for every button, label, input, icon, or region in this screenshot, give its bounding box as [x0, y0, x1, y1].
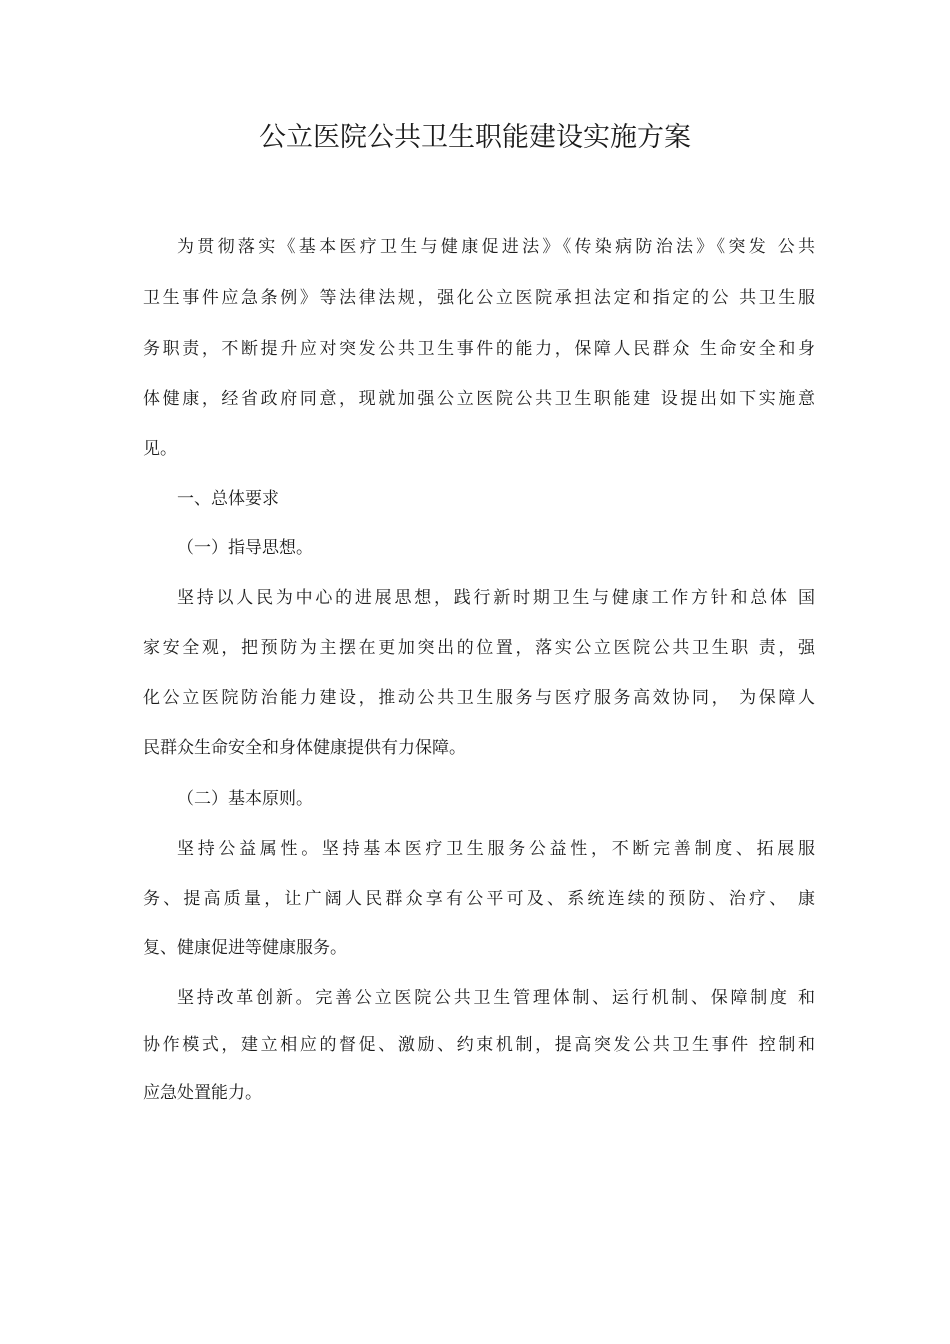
guiding-ideology-line-1: 坚持以人民为中心的进展思想，践行新时期卫生与健康工作方针和总体 国 [177, 588, 815, 608]
guiding-ideology-line-2: 家安全观，把预防为主摆在更加突出的位置，落实公立医院公共卫生职 责，强 [143, 638, 815, 658]
intro-line-3: 务职责，不断提升应对突发公共卫生事件的能力，保障人民群众 生命安全和身 [143, 339, 815, 359]
principle-reform-line-3: 应急处置能力。 [143, 1083, 262, 1103]
subsection-heading-guiding-ideology: （一）指导思想。 [177, 538, 313, 558]
intro-line-4: 体健康，经省政府同意，现就加强公立医院公共卫生职能建 设提出如下实施意 [143, 389, 815, 409]
guiding-ideology-line-3: 化公立医院防治能力建设，推动公共卫生服务与医疗服务高效协同， 为保障人 [143, 688, 815, 708]
guiding-ideology-line-4: 民群众生命安全和身体健康提供有力保障。 [143, 738, 466, 758]
principle-reform-line-1: 坚持改革创新。完善公立医院公共卫生管理体制、运行机制、保障制度 和 [177, 988, 815, 1008]
principle-public-welfare-line-2: 务、提高质量，让广阔人民群众享有公平可及、系统连续的预防、治疗、 康 [143, 889, 815, 909]
intro-line-5: 见。 [143, 439, 177, 459]
intro-line-1: 为贯彻落实《基本医疗卫生与健康促进法》《传染病防治法》《突发 公共 [177, 237, 815, 257]
section-heading-general-requirements: 一、总体要求 [177, 489, 279, 509]
intro-line-2: 卫生事件应急条例》等法律法规，强化公立医院承担法定和指定的公 共卫生服 [143, 288, 815, 308]
subsection-heading-basic-principles: （二）基本原则。 [177, 789, 313, 809]
principle-public-welfare-line-1: 坚持公益属性。坚持基本医疗卫生服务公益性，不断完善制度、拓展服 [177, 839, 815, 859]
document-title: 公立医院公共卫生职能建设实施方案 [259, 122, 691, 153]
principle-reform-line-2: 协作模式，建立相应的督促、激励、约束机制，提高突发公共卫生事件 控制和 [143, 1035, 815, 1055]
principle-public-welfare-line-3: 复、健康促进等健康服务。 [143, 938, 347, 958]
